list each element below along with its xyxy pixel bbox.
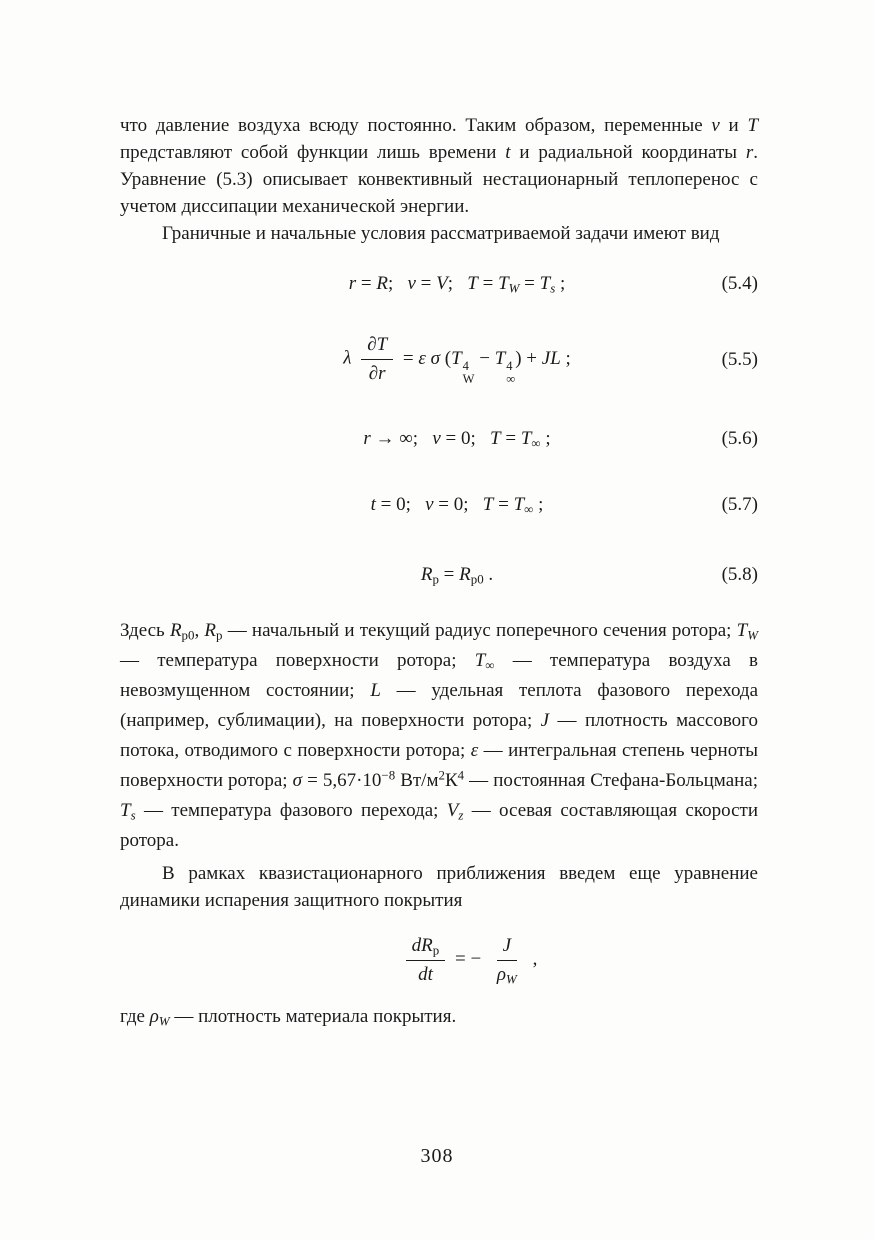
fraction-numerator: dRp — [406, 934, 446, 961]
flux-density-fraction — [491, 934, 523, 987]
trailing-comma: , — [527, 948, 538, 970]
paragraph-boundary-conditions-intro: Граничные и начальные условия рассматриваемой задачи имеют вид — [162, 223, 720, 244]
equation-5-4-content: r = R; v = V; T = TW = Ts ; — [348, 273, 566, 296]
fraction-numerator: J — [497, 934, 517, 961]
equation-evaporation-dynamics — [120, 934, 758, 987]
equation-5-5-content — [120, 333, 694, 386]
radius-derivative-fraction — [406, 934, 446, 987]
equals-minus: = − — [450, 948, 486, 970]
equation-5-8-content: Rp = Rp0 . — [420, 564, 494, 587]
equation-5-5-number: (5.5) — [721, 348, 758, 370]
fraction-denominator: dt — [418, 963, 433, 985]
equation-5-4 — [120, 273, 758, 295]
page-number: 308 — [420, 1145, 454, 1167]
equation-5-6 — [120, 428, 758, 450]
equation-5-7 — [120, 494, 758, 516]
paragraph-quasistationary: В рамках квазистационарного приближения введем еще уравнение динамики испарения защитного покрытия — [120, 863, 758, 912]
equation-5-8 — [120, 564, 758, 586]
fraction-numerator: ∂T — [361, 333, 393, 360]
equation-5-7-content: t = 0; v = 0; T = T∞ ; — [370, 494, 544, 517]
equation-5-5-rhs: = ε σ (T 4 W − T 4 ∞ ) + JL ; — [398, 347, 571, 387]
equation-evaporation-content — [120, 934, 758, 987]
paragraph-where-density: где ρW — плотность материала покрытия. — [120, 1005, 457, 1029]
paragraph-symbol-definitions: Здесь Rp0, Rp — начальный и текущий радиус поперечного сечения ротора; TW — температура поверхности ротора; T∞ — температура воздуха в невозмущенном состоянии; L — удельная теплота фазового перехода (например, сублимации), на поверхности ротора; J — плотность массового потока, отводимого с поверхности ротора; ε — интегральная степень черноты поверхности ротора; $\sigma = 5,67\cdot 10^{-8}$ $Вт/м^2К^4$ — постоянная Стефана-Больцмана; Ts — температура фазового перехода; Vz — осевая составляющая скорости ротора. — [120, 620, 759, 852]
equation-5-7-number: (5.7) — [721, 494, 758, 516]
partial-derivative-fraction — [361, 333, 393, 386]
equation-5-5-lambda: λ — [343, 347, 352, 369]
equation-5-6-content: r → ∞; v = 0; T = T∞ ; — [363, 428, 551, 451]
equation-5-6-number: (5.6) — [721, 428, 758, 450]
paragraph-air-pressure: что давление воздуха всюду постоянно. Таким образом, переменные v и T представляют собой функции лишь времени t и радиальной координаты r. Уравнение (5.3) описывает конвективный нестационарный теплоперенос с учетом диссипации механической энергии. — [120, 115, 759, 217]
equation-5-5 — [120, 333, 758, 386]
fraction-denominator: ∂r — [368, 362, 386, 384]
fraction-denominator: ρW — [496, 963, 517, 987]
equation-5-4-number: (5.4) — [721, 273, 758, 294]
equation-5-8-number: (5.8) — [721, 564, 758, 586]
